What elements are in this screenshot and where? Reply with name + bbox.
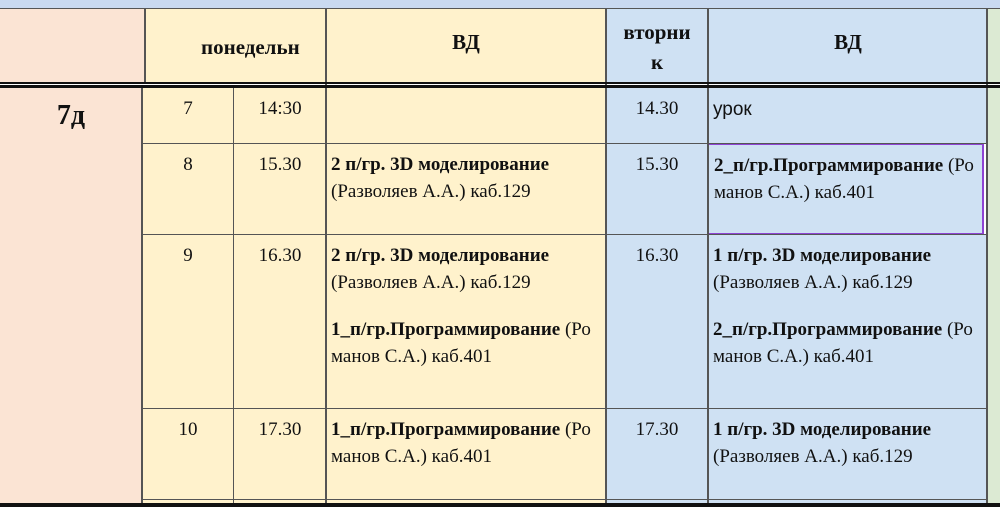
grid-line <box>142 499 988 500</box>
lesson-number-label: 8 <box>183 154 193 175</box>
header-vd-tuesday-label: ВД <box>834 29 862 54</box>
lesson-teacher-room: (Романов С.А.) каб.401 <box>331 319 591 367</box>
header-tuesday[interactable] <box>606 8 708 84</box>
header-vd-monday[interactable] <box>326 8 606 84</box>
header-monday[interactable] <box>146 8 326 84</box>
monday-time-9[interactable] <box>234 235 326 409</box>
lesson-group-title: 1_п/гр.Программирование <box>331 419 561 440</box>
tuesday-time-9[interactable] <box>606 235 708 409</box>
lesson-group-title: 1 п/гр. 3D моделирование <box>713 419 932 440</box>
lesson-number-9[interactable] <box>142 235 234 409</box>
monday-lesson-10[interactable] <box>326 409 606 507</box>
tuesday-lesson-10[interactable] <box>708 409 988 507</box>
monday-time-label: 14:30 <box>258 98 302 119</box>
grid-line <box>141 88 143 507</box>
lesson-number-8[interactable] <box>142 144 234 235</box>
lesson-number-label: 7 <box>183 98 193 119</box>
monday-time-7[interactable] <box>234 88 326 144</box>
header-vd-tuesday[interactable] <box>708 8 988 84</box>
tuesday-time-label: 16.30 <box>635 245 679 266</box>
lesson-group-title: 2 п/гр. 3D моделирование <box>331 154 550 175</box>
header-separator <box>0 82 1000 84</box>
lesson-number-label: 10 <box>178 419 198 440</box>
tuesday-time-8[interactable] <box>606 144 708 235</box>
lesson-group-title: 2_п/гр.Программирование <box>714 155 944 176</box>
monday-lesson-8[interactable] <box>326 144 606 235</box>
lesson-teacher-room: (Разволяев А.А.) каб.129 <box>713 272 913 293</box>
header-tuesday-line2: к <box>650 50 664 74</box>
lesson-plain-text: урок <box>713 99 752 120</box>
lesson-teacher-room: (Разволяев А.А.) каб.129 <box>331 272 531 293</box>
grid-line <box>0 8 1000 9</box>
monday-time-label: 16.30 <box>258 245 302 266</box>
grid-line <box>142 408 988 409</box>
tuesday-lesson-7[interactable] <box>708 88 988 144</box>
bottom-edge <box>0 503 1000 507</box>
lesson-teacher-room: (Романов С.А.) каб.401 <box>714 155 974 203</box>
tuesday-lesson-9[interactable] <box>708 235 988 409</box>
monday-lesson-9[interactable] <box>326 235 606 409</box>
lesson-teacher-room: (Разволяев А.А.) каб.129 <box>331 181 531 202</box>
lesson-group-title: 1_п/гр.Программирование <box>331 319 561 340</box>
tuesday-time-7[interactable] <box>606 88 708 144</box>
tuesday-time-label: 15.30 <box>635 154 679 175</box>
header-tuesday-line1: вторни <box>623 20 691 44</box>
lesson-teacher-room: (Романов С.А.) каб.401 <box>713 319 973 367</box>
header-corner-cell[interactable] <box>0 8 146 84</box>
top-band <box>0 0 1000 8</box>
tuesday-lesson-8-selected[interactable] <box>707 143 984 235</box>
header-next-column[interactable] <box>988 8 1000 84</box>
lesson-number-7[interactable] <box>142 88 234 144</box>
grid-line <box>144 8 146 84</box>
tuesday-time-10[interactable] <box>606 409 708 507</box>
header-monday-label: понедельн <box>201 35 300 59</box>
monday-time-10[interactable] <box>234 409 326 507</box>
monday-time-label: 15.30 <box>258 154 302 175</box>
tuesday-time-label: 14.30 <box>635 98 679 119</box>
tuesday-time-label: 17.30 <box>635 419 679 440</box>
monday-time-label: 17.30 <box>258 419 302 440</box>
grid-line <box>142 143 988 144</box>
next-column-body[interactable] <box>988 88 1000 507</box>
class-label-cell[interactable] <box>0 88 142 507</box>
lesson-group-title: 2_п/гр.Программирование <box>713 319 943 340</box>
lesson-number-label: 9 <box>183 245 193 266</box>
monday-time-8[interactable] <box>234 144 326 235</box>
grid-line <box>233 88 234 507</box>
monday-lesson-7[interactable] <box>326 88 606 144</box>
lesson-teacher-room: (Разволяев А.А.) каб.129 <box>713 446 913 467</box>
lesson-number-10[interactable] <box>142 409 234 507</box>
lesson-group-title: 1 п/гр. 3D моделирование <box>713 245 932 266</box>
lesson-group-title: 2 п/гр. 3D моделирование <box>331 245 550 266</box>
header-vd-monday-label: ВД <box>452 29 480 54</box>
header-separator <box>0 85 1000 88</box>
lesson-teacher-room: (Романов С.А.) каб.401 <box>331 419 591 467</box>
grid-line <box>142 234 988 235</box>
class-label: 7д <box>56 100 86 131</box>
